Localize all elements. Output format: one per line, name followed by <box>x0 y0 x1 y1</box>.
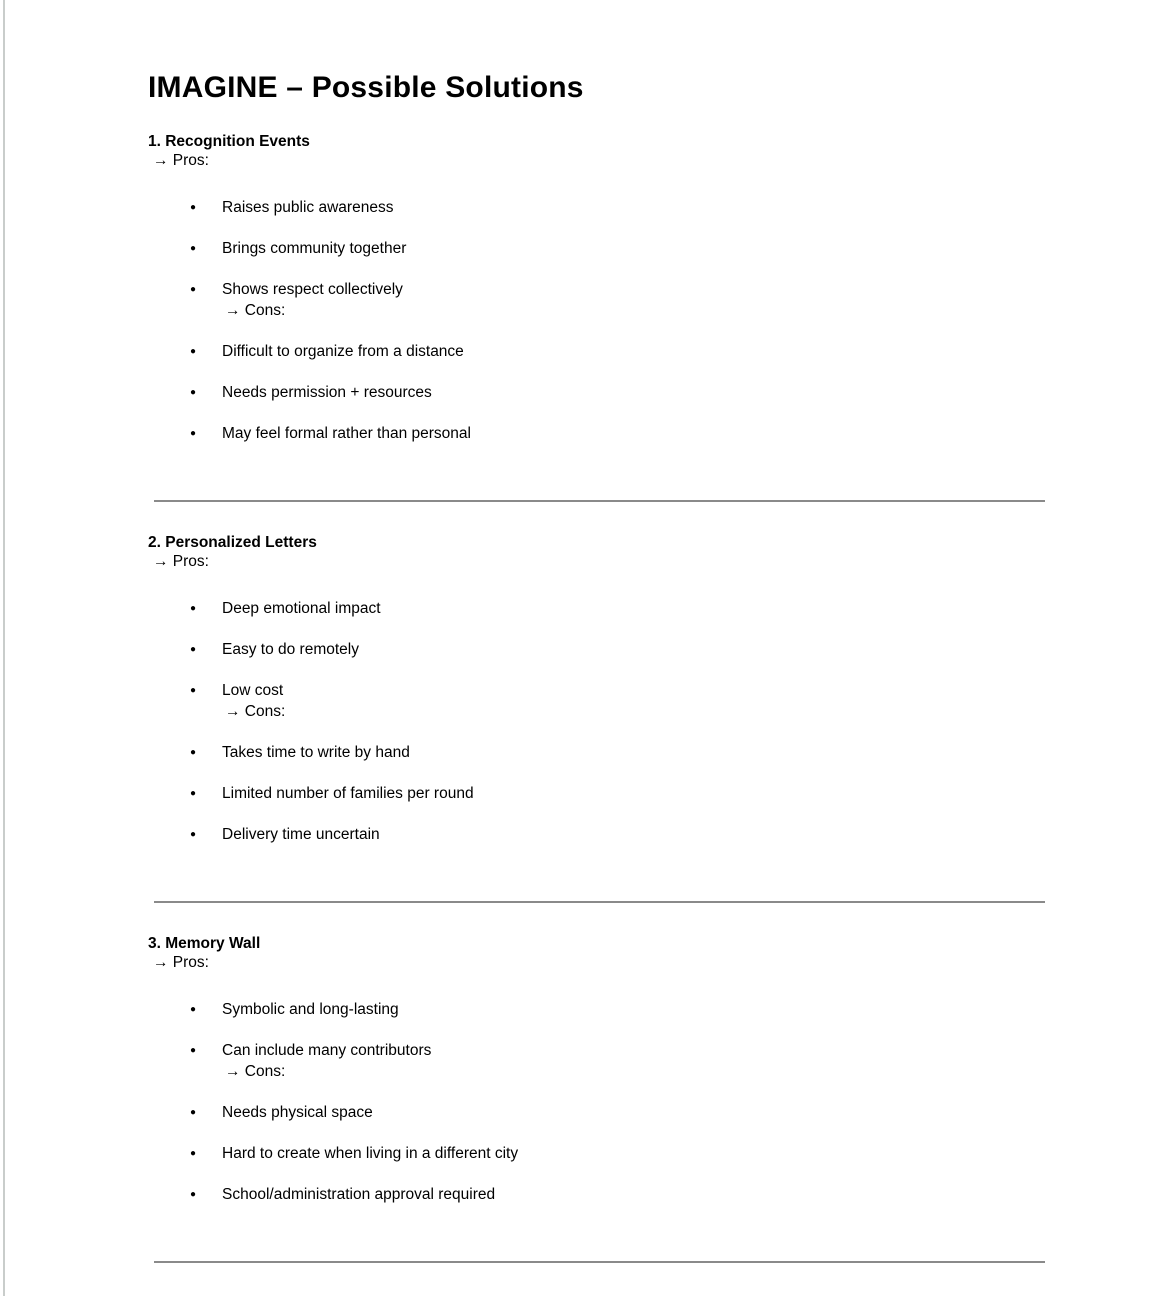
bullet-icon: ● <box>190 1189 197 1200</box>
pros-label: → Pros: <box>153 954 209 971</box>
sections-container <box>148 132 1046 1263</box>
list-item <box>148 999 1046 1020</box>
list-item-text: Delivery time uncertain <box>222 826 380 843</box>
list-item-text: Raises public awareness <box>222 199 394 216</box>
bullet-list <box>148 197 1046 444</box>
section-3 <box>148 934 1046 1263</box>
list-item <box>148 824 1046 845</box>
list-item-text: Needs permission + resources <box>222 384 432 401</box>
list-item-text: Shows respect collectively <box>222 281 403 298</box>
list-item-text: Hard to create when living in a different city <box>222 1145 519 1162</box>
bullet-icon: ● <box>190 243 197 254</box>
list-item <box>148 680 1046 722</box>
bullet-icon: ● <box>190 644 197 655</box>
list-item <box>148 1143 1046 1164</box>
bullet-icon: ● <box>190 1004 197 1015</box>
list-item <box>148 197 1046 218</box>
section-divider <box>154 901 1045 903</box>
bullet-icon: ● <box>190 747 197 758</box>
list-item <box>148 639 1046 660</box>
list-item-text: Symbolic and long-lasting <box>222 1001 399 1018</box>
list-item <box>148 742 1046 763</box>
list-item <box>148 1102 1046 1123</box>
bullet-icon: ● <box>190 788 197 799</box>
section-2 <box>148 533 1046 903</box>
list-item <box>148 783 1046 804</box>
section-divider <box>154 500 1045 502</box>
cons-label: → Cons: <box>225 1063 286 1080</box>
document-title: IMAGINE – Possible Solutions <box>148 71 584 104</box>
list-item-text: Needs physical space <box>222 1104 373 1121</box>
bullet-icon: ● <box>190 829 197 840</box>
section-heading: 3. Memory Wall <box>148 935 261 952</box>
bullet-list <box>148 999 1046 1205</box>
bullet-icon: ● <box>190 346 197 357</box>
list-item <box>148 1040 1046 1082</box>
list-item <box>148 382 1046 403</box>
list-item-text: Easy to do remotely <box>222 641 359 658</box>
list-item <box>148 238 1046 259</box>
list-item-text: May feel formal rather than personal <box>222 425 471 442</box>
cons-label: → Cons: <box>225 302 286 319</box>
list-item-text: Limited number of families per round <box>222 785 474 802</box>
list-item <box>148 341 1046 362</box>
list-item <box>148 423 1046 444</box>
list-item-text: Deep emotional impact <box>222 600 381 617</box>
list-item <box>148 598 1046 619</box>
cons-label: → Cons: <box>225 703 286 720</box>
bullet-icon: ● <box>190 387 197 398</box>
page-edge-line <box>3 0 5 1296</box>
bullet-icon: ● <box>190 1045 197 1056</box>
bullet-icon: ● <box>190 1107 197 1118</box>
bullet-icon: ● <box>190 202 197 213</box>
pros-label: → Pros: <box>153 553 209 570</box>
pros-label: → Pros: <box>153 152 209 169</box>
list-item-text: Low cost <box>222 682 284 699</box>
section-heading: 2. Personalized Letters <box>148 534 317 551</box>
list-item-text: School/administration approval required <box>222 1186 496 1203</box>
list-item-text: Takes time to write by hand <box>222 744 410 761</box>
list-item <box>148 1184 1046 1205</box>
list-item-text: Can include many contributors <box>222 1042 432 1059</box>
list-item-text: Difficult to organize from a distance <box>222 343 464 360</box>
section-1 <box>148 132 1046 502</box>
bullet-icon: ● <box>190 1148 197 1159</box>
bullet-list <box>148 598 1046 845</box>
section-heading: 1. Recognition Events <box>148 133 310 150</box>
bullet-icon: ● <box>190 685 197 696</box>
bullet-icon: ● <box>190 603 197 614</box>
list-item-text: Brings community together <box>222 240 407 257</box>
section-divider <box>154 1261 1045 1263</box>
bullet-icon: ● <box>190 428 197 439</box>
list-item <box>148 279 1046 321</box>
bullet-icon: ● <box>190 284 197 295</box>
